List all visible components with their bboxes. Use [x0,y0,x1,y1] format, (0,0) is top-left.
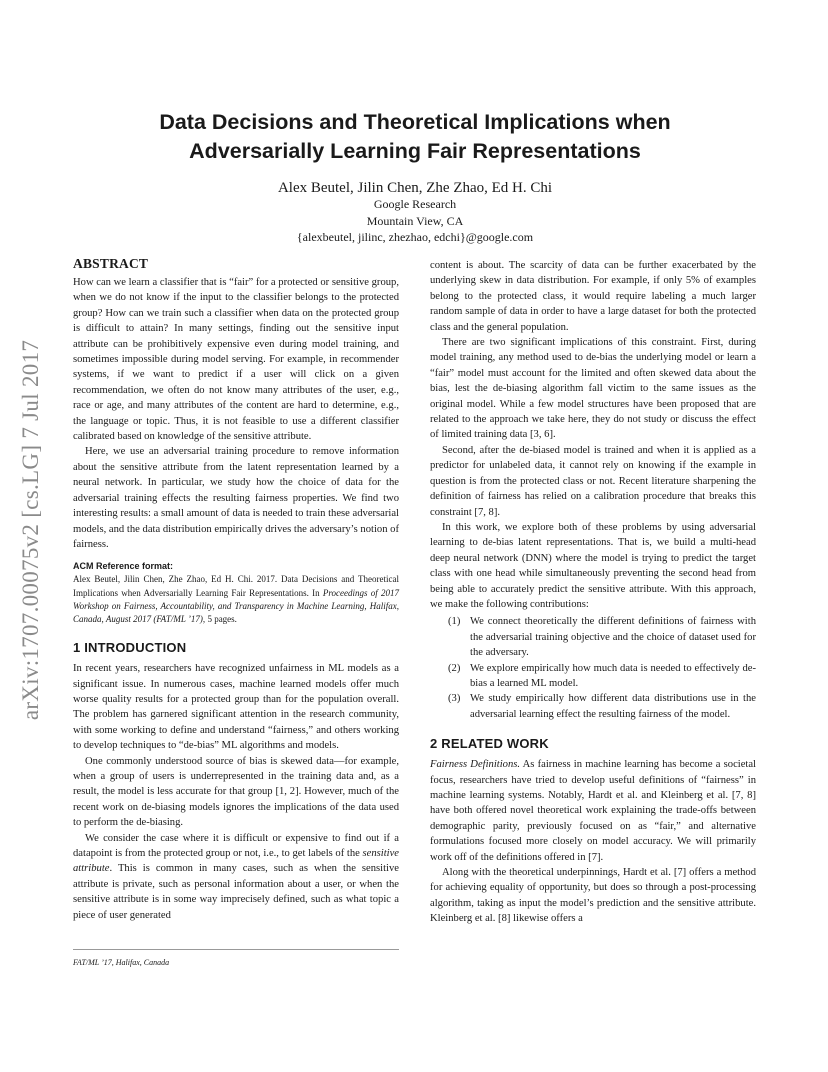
constraint-paragraph: There are two significant implications of this constraint. First, during model training, any method used to de-bias the underlying model or learn a “fair” model must account for the limited and often skewed data about the bias, lest the de-biasing algorithm fall victim to the same issues as the original model. While a few model structures have been proposed that are related to the approach we take here, they do not study or discuss the effect of limited training data [3, 6]. [430,337,756,441]
contributions-list [430,614,756,722]
affiliation-emails: {alexbeutel, jilinc, zhezhao, edchi}@google.com [296,230,534,244]
footer-note [73,949,399,970]
title-line-2: Adversarially Learning Fair Representations [189,139,641,163]
intro-paragraph-2: One commonly understood source of bias is skewed data—for example, when a group of users is underrepresented in the training data and, as a result, the model is less accurate for that group [1, 2]. However, much of the recent work on de-biasing models ignores the implications of the data used to perform the de-biasing. [73,755,399,829]
intro-continued-paragraph: content is about. The scarcity of data can be further exacerbated by the underlying skew in data distribution. For example, if only 5% of examples belong to the protected class, it would require labeling a much larger random sample of data in order to have a large dataset for both the protected class and the general population. [430,260,756,333]
contribution-item [448,691,756,722]
author-list: Alex Beutel, Jilin Chen, Zhe Zhao, Ed H. Chi [277,180,553,196]
affiliation-org: Google Research [373,197,457,211]
arxiv-side-stamp [14,300,48,760]
right-column [430,258,756,927]
intro-heading: 1 INTRODUCTION [73,640,187,656]
intro-paragraph-3 [73,831,399,923]
related-p1-body: As fairness in machine learning has become a societal focus, researchers have tried to develop useful definitions of “fairness” in machine learning systems. Notably, Hardt et al. and Kleinberg et al. [7, 8] have both offered novel theoretical work explaining the trade-offs between demographic parity, previously focused on as “fair,” and alternative formulations focused more closely on model accuracy. We will primarily work off of the definitions offered in [7]. [430,759,757,863]
abstract-paragraph-1: How can we learn a classifier that is “fair” for a protected or sensitive group, when we do not know if the input to the classifier belongs to the protected group? How can we train such a classifier when data on the protected group is difficult to attain? In many settings, finding out the sensitive input attribute can be prohibitively expensive even during model training, and sometimes impossible during model serving. For example, in recommender systems, if we want to predict if a user will click on a given recommendation, we often do not know many attributes of the user, e.g., race or age, and many attributes of the content are hard to determine, e.g., the language or topic. Thus, it is not feasible to use a different classifier calibrated based on knowledge of the sensitive attribute. [73,277,399,443]
acm-reference-text [73,573,399,626]
contribution-number: (2) [448,662,461,674]
intro-p3-start: We consider the case where it is difficult or expensive to find out if a datapoint is from the protected group or not, i.e., to get labels of the [73,832,399,859]
contribution-number: (3) [448,693,461,705]
fairness-definitions-runin: Fairness Definitions. [430,759,521,771]
related-paragraph-1 [430,757,756,865]
paper-title [100,108,730,166]
contribution-text: We explore empirically how much data is needed to effectively de-bias a learned ML model. [470,662,756,689]
title-line-1: Data Decisions and Theoretical Implications when [159,110,671,134]
contribution-text: We connect theoretically the different definitions of fairness with the adversarial training objective and the choice of dataset used for the adversary. [470,616,756,659]
abstract-heading: ABSTRACT [73,256,149,271]
related-work-heading: 2 RELATED WORK [430,736,549,752]
approach-paragraph: In this work, we explore both of these problems by using adversarial learning to de-bias latent representations. That is, we build a multi-head deep neural network (DNN) where the model is trying to predict the target class with one head while simultaneously preventing the second head from being able to accurately predict the sensitive attribute. With this approach, we make the following contributions: [430,521,756,610]
calibration-paragraph: Second, after the de-biased model is trained and when it is applied as a predictor for unlabeled data, it cannot rely on knowing if the example in question is from the protected class or not. Recent literature sharpening the definition of fairness has relied on a calibration procedure that breaks this constraint [7, 8]. [430,444,756,518]
left-column [73,256,399,923]
sensitive-attribute-term: sensitive attribute [73,848,399,875]
contribution-item [448,661,756,692]
acm-venue: Proceedings of 2017 Workshop on Fairness, Accountability, and Transparency in Machine Learning, Halifax, Canada, August 2017 (FAT/ML ’17), [73,587,400,624]
acm-reference-heading: ACM Reference format: [73,561,174,572]
footer-venue: FAT/ML ’17, Halifax, Canada [73,958,170,967]
intro-p3-end: . This is common in many cases, such as when the sensitive attribute is private, such as personal information about a user, or when the sensitive attribute is in some way imprecisely defined, such as what topic a piece of user generated [73,863,399,921]
affiliation-location: Mountain View, CA [366,213,464,228]
contribution-item [448,614,756,660]
contribution-number: (1) [448,616,461,628]
arxiv-id: arXiv:1707.00075v2 [cs.LG] 7 Jul 2017 [18,339,43,721]
acm-pages: 5 pages. [205,613,237,624]
acm-citation: Alex Beutel, Jilin Chen, Zhe Zhao, Ed H. Chi. 2017. Data Decisions and Theoretical Implications when Adversarially Learning Fair Representations. In [73,574,399,598]
intro-paragraph-1: In recent years, researchers have recognized unfairness in ML models as a significant issue. In numerous cases, machine learned models offer much worse quality results for a protected group than for the population overall. The problem has garnered significant attention in the research community, with some working to define and understand “fairness,” and others working to develop techniques to “de-bias” ML algorithms and models. [73,663,399,752]
abstract-paragraph-2: Here, we use an adversarial training procedure to remove information about the sensitive attribute from the latent representation learned by a neural network. In particular, we study how the choice of data for the adversarial training effects the resulting fairness properties. We find two interesting results: a small amount of data is needed to train these adversarial models, and the data distribution empirically drives the adversary’s notion of fairness. [73,446,399,550]
affiliation-block [100,196,730,246]
contribution-text: We study empirically how different data distributions use in the adversarial learning effect the resulting fairness of the model. [470,693,756,720]
related-paragraph-2: Along with the theoretical underpinnings, Hardt et al. [7] offers a method for achieving equality of opportunity, but does so through a post-processing algorithm, taking as input the model’s prediction and the sensitive attribute. Kleinberg et al. [8] likewise offers a [430,867,756,925]
